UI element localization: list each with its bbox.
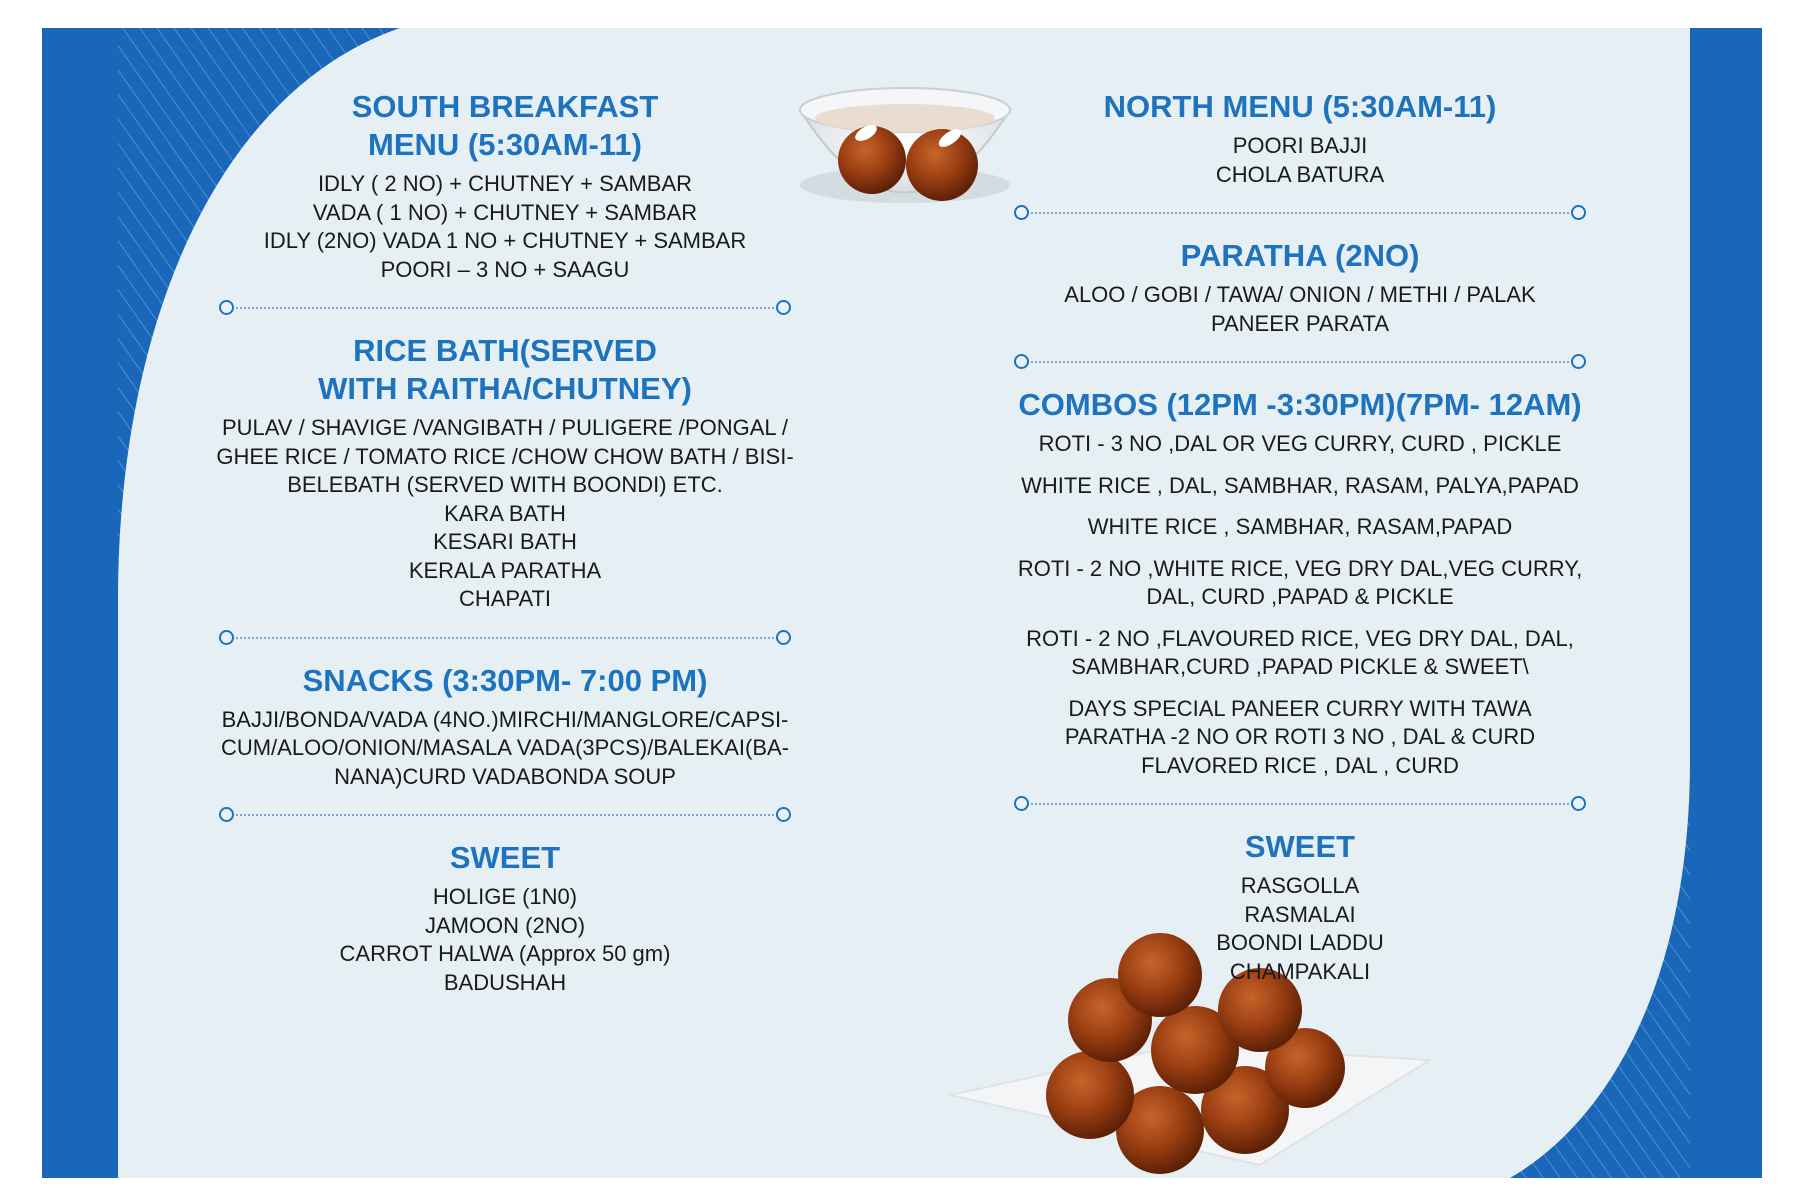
right-sweet-items <box>980 872 1620 986</box>
snacks-items <box>180 706 830 792</box>
combo-item-line: WHITE RICE , SAMBHAR, RASAM,PAPAD <box>1087 514 1513 539</box>
menu-item: BOONDI LADDU <box>1216 930 1384 955</box>
menu-item: CHOLA BATURA <box>1215 161 1385 187</box>
gulab-jamun-bowl-icon <box>800 88 1010 203</box>
combo-item <box>980 625 1620 682</box>
south-breakfast-items <box>180 170 830 284</box>
combo-item <box>980 472 1620 501</box>
menu-item: PULAV / SHAVIGE /VANGIBATH / PULIGERE /PONGAL / <box>221 415 789 440</box>
south-breakfast-section <box>180 88 830 284</box>
north-menu-title: NORTH MENU (5:30AM-11) <box>1103 89 1497 124</box>
combo-item <box>980 695 1620 781</box>
south-breakfast-title <box>180 88 830 164</box>
rice-bath-section <box>180 332 830 614</box>
menu-item: IDLY ( 2 NO) + CHUTNEY + SAMBAR <box>317 171 693 196</box>
snacks-title: SNACKS (3:30PM- 7:00 PM) <box>302 662 708 698</box>
menu-item: NANA)CURD VADABONDA SOUP <box>334 763 676 789</box>
left-sweet-items <box>180 883 830 997</box>
right-sweet-title: SWEET <box>1244 829 1356 864</box>
menu-item: RASMALAI <box>1244 901 1356 927</box>
combo-item-line: DAYS SPECIAL PANEER CURRY WITH TAWA <box>1068 695 1532 721</box>
combo-item <box>980 513 1620 542</box>
menu-item: CARROT HALWA (Approx 50 gm) <box>339 941 671 966</box>
rice-bath-title <box>180 332 830 408</box>
menu-item: GHEE RICE / TOMATO RICE /CHOW CHOW BATH / BISI- <box>216 443 794 469</box>
menu-item: CHAMPAKALI <box>1229 958 1371 984</box>
left-band <box>42 28 118 1178</box>
paratha-title: PARATHA (2NO) <box>1180 238 1420 273</box>
left-menu-column <box>180 88 830 997</box>
combo-item <box>980 555 1620 612</box>
section-divider <box>1014 203 1586 223</box>
rice-bath-title-line2: WITH RAITHA/CHUTNEY) <box>318 371 692 406</box>
menu-item: BAJJI/BONDA/VADA (4NO.)MIRCHI/MANGLORE/CAPSI- <box>221 706 789 732</box>
menu-item: JAMOON (2NO) <box>424 912 586 938</box>
south-breakfast-title-line1: SOUTH BREAKFAST <box>351 89 659 124</box>
right-sweet-section <box>980 828 1620 986</box>
menu-item: KERALA PARATHA <box>408 557 602 583</box>
menu-item: IDLY (2NO) VADA 1 NO + CHUTNEY + SAMBAR <box>263 228 747 253</box>
combos-section <box>980 386 1620 780</box>
section-divider <box>1014 794 1586 814</box>
right-menu-column <box>980 88 1620 986</box>
paratha-section <box>980 237 1620 338</box>
menu-item: ALOO / GOBI / TAWA/ ONION / METHI / PALAK <box>1064 282 1536 307</box>
menu-item: POORI BAJJI <box>1232 133 1368 158</box>
menu-item: KESARI BATH <box>433 529 577 554</box>
menu-item: BELEBATH (SERVED WITH BOONDI) ETC. <box>287 472 723 497</box>
menu-item: KARA BATH <box>444 500 566 526</box>
combo-item-line: PARATHA -2 NO OR ROTI 3 NO , DAL & CURD <box>1064 724 1536 749</box>
combo-item-line: DAL, CURD ,PAPAD & PICKLE <box>1146 584 1454 609</box>
north-menu-items <box>980 132 1620 189</box>
snacks-section <box>180 662 830 792</box>
combo-item <box>980 430 1620 459</box>
combo-item-line: FLAVORED RICE , DAL , CURD <box>1141 752 1459 778</box>
left-sweet-section <box>180 839 830 997</box>
rice-bath-title-line1: RICE BATH(SERVED <box>353 333 657 368</box>
combo-item-line: ROTI - 2 NO ,FLAVOURED RICE, VEG DRY DAL, DAL, <box>1026 625 1574 651</box>
combos-items <box>980 430 1620 780</box>
combos-title: COMBOS (12PM -3:30PM)(7PM- 12AM) <box>1018 387 1582 422</box>
combo-item-line: ROTI - 3 NO ,DAL OR VEG CURRY, CURD , PICKLE <box>1038 431 1562 456</box>
section-divider <box>1014 352 1586 372</box>
menu-item: CHAPATI <box>458 586 552 611</box>
section-divider <box>219 298 791 318</box>
rice-bath-items <box>180 414 830 614</box>
combo-item-line: WHITE RICE , DAL, SAMBHAR, RASAM, PALYA,PAPAD <box>1021 472 1579 498</box>
paratha-items <box>980 281 1620 338</box>
menu-item: RASGOLLA <box>1240 873 1360 898</box>
left-sweet-title: SWEET <box>449 840 561 875</box>
menu-item: BADUSHAH <box>443 969 567 995</box>
menu-item: CUM/ALOO/ONION/MASALA VADA(3PCS)/BALEKAI(BA- <box>220 735 790 760</box>
menu-item: POORI – 3 NO + SAAGU <box>380 256 630 282</box>
menu-item: VADA ( 1 NO) + CHUTNEY + SAMBAR <box>312 199 698 225</box>
right-band <box>1690 28 1762 1178</box>
menu-item: HOLIGE (1N0) <box>432 884 578 909</box>
section-divider <box>219 628 791 648</box>
section-divider <box>219 805 791 825</box>
north-menu-section <box>980 88 1620 189</box>
combo-item-line: ROTI - 2 NO ,WHITE RICE, VEG DRY DAL,VEG CURRY, <box>1017 555 1583 581</box>
south-breakfast-title-line2: MENU (5:30AM-11) <box>368 127 642 162</box>
menu-item: PANEER PARATA <box>1210 310 1390 336</box>
combo-item-line: SAMBHAR,CURD ,PAPAD PICKLE & SWEET\ <box>1071 654 1529 679</box>
